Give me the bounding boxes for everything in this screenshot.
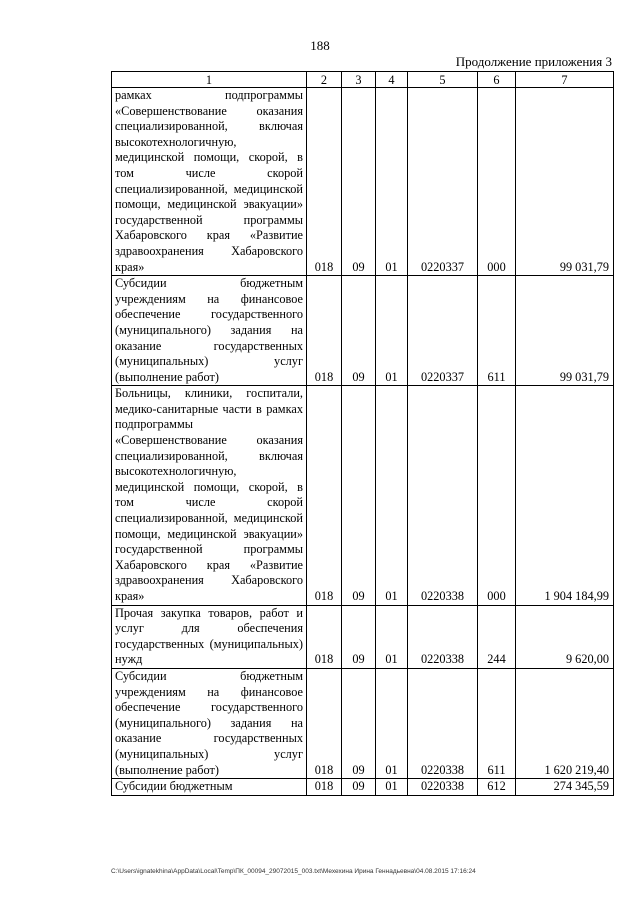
row-section-code: 09: [342, 605, 376, 668]
header-col-2: 2: [307, 72, 342, 88]
row-target-code: 0220337: [408, 88, 478, 276]
row-amount: 274 345,59: [516, 779, 614, 796]
row-ministry-code: 018: [307, 668, 342, 778]
row-ministry-code: 018: [307, 779, 342, 796]
row-ministry-code: 018: [307, 386, 342, 605]
row-expense-type: 611: [478, 276, 516, 386]
row-target-code: 0220337: [408, 276, 478, 386]
header-col-5: 5: [408, 72, 478, 88]
table-row: [112, 386, 614, 605]
row-expense-type: 244: [478, 605, 516, 668]
row-subsection-code: 01: [376, 668, 408, 778]
table-row: [112, 88, 614, 276]
table-row: [112, 779, 614, 796]
row-expense-type: 000: [478, 386, 516, 605]
row-description: Субсидии бюджетным: [112, 779, 307, 796]
row-target-code: 0220338: [408, 779, 478, 796]
row-ministry-code: 018: [307, 276, 342, 386]
row-description: Субсидии бюджетным учреждениям на финансовое обеспечение государственного (муниципального) задания на оказание государственных (муниципальных) услуг (выполнение работ): [112, 668, 307, 778]
row-section-code: 09: [342, 386, 376, 605]
row-expense-type: 611: [478, 668, 516, 778]
row-section-code: 09: [342, 88, 376, 276]
row-description: Субсидии бюджетным учреждениям на финансовое обеспечение государственного (муниципального) задания на оказание государственных (муниципальных) услуг (выполнение работ): [112, 276, 307, 386]
table-row: [112, 276, 614, 386]
row-section-code: 09: [342, 779, 376, 796]
header-col-7: 7: [516, 72, 614, 88]
row-target-code: 0220338: [408, 668, 478, 778]
row-subsection-code: 01: [376, 88, 408, 276]
continuation-label: Продолжение приложения 3: [455, 54, 612, 69]
row-target-code: 0220338: [408, 605, 478, 668]
page-number: 188: [310, 38, 330, 53]
row-amount: 99 031,79: [516, 276, 614, 386]
row-subsection-code: 01: [376, 276, 408, 386]
row-amount: 1 904 184,99: [516, 386, 614, 605]
header-col-3: 3: [342, 72, 376, 88]
budget-table: [111, 71, 614, 796]
row-section-code: 09: [342, 668, 376, 778]
row-description: Больницы, клиники, госпитали, медико-санитарные части в рамках подпрограммы «Совершенствование оказания специализированной, включая высокотехнологичную, медицинской помощи, скорой, в том числе скорой специализированной, медицинской помощи, медицинской эвакуации» государственной программы Хабаровского края «Развитие здравоохранения Хабаровского края»: [112, 386, 307, 605]
header-col-6: 6: [478, 72, 516, 88]
row-subsection-code: 01: [376, 386, 408, 605]
row-description: рамках подпрограммы «Совершенствование оказания специализированной, включая высокотехнологичную, медицинской помощи, скорой, в том числе скорой специализированной, медицинской помощи, медицинской эвакуации» государственной программы Хабаровского края «Развитие здравоохранения Хабаровского края»: [112, 88, 307, 276]
row-ministry-code: 018: [307, 605, 342, 668]
row-amount: 1 620 219,40: [516, 668, 614, 778]
row-amount: 99 031,79: [516, 88, 614, 276]
table-row: [112, 668, 614, 778]
row-section-code: 09: [342, 276, 376, 386]
row-target-code: 0220338: [408, 386, 478, 605]
row-amount: 9 620,00: [516, 605, 614, 668]
row-description: Прочая закупка товаров, работ и услуг для обеспечения государственных (муниципальных) нужд: [112, 605, 307, 668]
row-expense-type: 000: [478, 88, 516, 276]
row-ministry-code: 018: [307, 88, 342, 276]
footer-file-path: C:\Users\ignatekhina\AppData\Local\Temp\ПК_00094_29072015_003.txt\Мехехина Ирина Геннадьевна\04.08.2015 17:16:24: [111, 868, 476, 875]
table-header-row: [112, 72, 614, 88]
row-expense-type: 612: [478, 779, 516, 796]
row-subsection-code: 01: [376, 779, 408, 796]
row-subsection-code: 01: [376, 605, 408, 668]
header-col-4: 4: [376, 72, 408, 88]
header-col-1: 1: [112, 72, 307, 88]
table-row: [112, 605, 614, 668]
